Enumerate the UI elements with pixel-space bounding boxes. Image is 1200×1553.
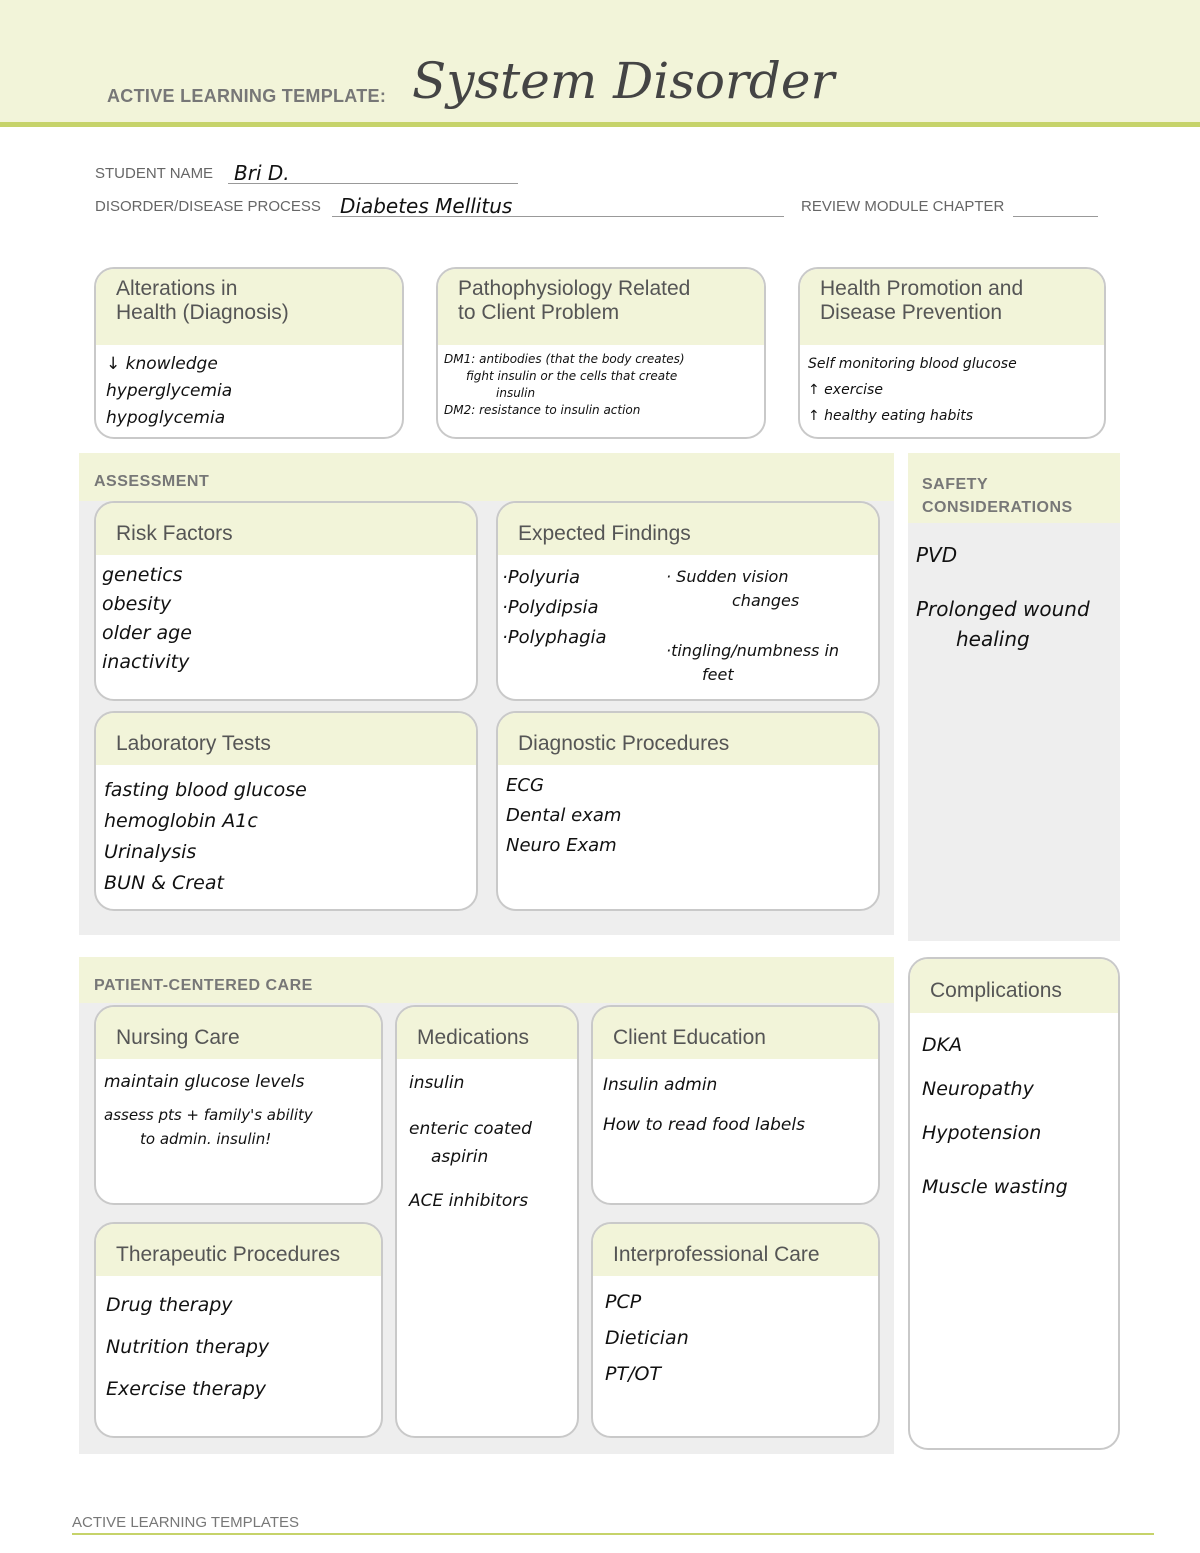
expected-findings-line: changes (732, 591, 800, 610)
pathophysiology-line: DM2: resistance to insulin action (444, 403, 641, 417)
diagnostic-procedures-line: ECG (506, 775, 544, 796)
complications-card (908, 957, 1120, 1450)
therapeutic-procedures-body (96, 1276, 381, 1416)
pathophysiology-card (436, 267, 766, 439)
safety-body (916, 540, 1090, 654)
diagnostic-procedures-body (498, 765, 878, 867)
pathophysiology-title-1: Pathophysiology Related (458, 277, 691, 300)
interprofessional-care-line: Dietician (605, 1327, 689, 1349)
complications-line: DKA (922, 1034, 963, 1056)
therapeutic-procedures-line: Nutrition therapy (106, 1336, 270, 1358)
health-promotion-line: ↑ exercise (808, 382, 883, 398)
client-education-card (591, 1005, 880, 1205)
disorder-field[interactable] (332, 196, 784, 217)
expected-findings-line: ·Polydipsia (502, 597, 599, 618)
safety-title (922, 473, 1073, 519)
footer-label: ACTIVE LEARNING TEMPLATES (72, 1514, 299, 1531)
risk-factors-line: genetics (102, 564, 183, 586)
pathophysiology-header (438, 269, 764, 345)
therapeutic-procedures-card (94, 1222, 383, 1438)
therapeutic-procedures-line: Drug therapy (106, 1294, 233, 1316)
patient-care-title: PATIENT-CENTERED CARE (94, 977, 313, 994)
safety-title-1: SAFETY (922, 476, 989, 493)
nursing-care-body (96, 1059, 381, 1157)
complications-line: Hypotension (922, 1122, 1042, 1144)
expected-findings-line: feet (702, 665, 734, 684)
alterations-card (94, 267, 404, 439)
lab-tests-line: Urinalysis (104, 841, 197, 863)
health-promotion-header (800, 269, 1104, 345)
risk-factors-line: obesity (102, 593, 172, 615)
disorder-label: DISORDER/DISEASE PROCESS (95, 198, 321, 215)
alterations-header (96, 269, 402, 345)
therapeutic-procedures-header: Therapeutic Procedures (96, 1224, 381, 1276)
expected-findings-right (666, 565, 839, 687)
client-education-line: How to read food labels (603, 1115, 805, 1135)
review-module-field[interactable] (1013, 196, 1098, 217)
alterations-line: hyperglycemia (106, 381, 233, 401)
medications-line: insulin (409, 1073, 465, 1093)
medications-body (397, 1059, 577, 1221)
risk-factors-line: older age (102, 622, 192, 644)
expected-findings-line: ·Polyphagia (502, 627, 607, 648)
diagnostic-procedures-card (496, 711, 880, 911)
safety-line: PVD (916, 543, 958, 567)
expected-findings-line: ·Polyuria (502, 567, 581, 588)
lab-tests-card (94, 711, 478, 911)
medications-line: aspirin (431, 1147, 489, 1167)
alterations-line: ↓ knowledge (106, 354, 218, 374)
safety-line: healing (956, 627, 1030, 651)
health-promotion-line: Self monitoring blood glucose (808, 356, 1017, 372)
expected-findings-line: · Sudden vision (666, 567, 789, 586)
medications-line: ACE inhibitors (409, 1191, 529, 1211)
footer-rule (72, 1533, 1154, 1535)
diagnostic-procedures-line: Dental exam (506, 805, 622, 826)
risk-factors-body (96, 555, 476, 683)
nursing-care-card (94, 1005, 383, 1205)
interprofessional-care-line: PT/OT (605, 1363, 662, 1385)
student-name-field[interactable] (228, 163, 518, 184)
pathophysiology-line: fight insulin or the cells that create (466, 369, 678, 383)
nursing-care-line: assess pts + family's ability (104, 1106, 313, 1124)
interprofessional-care-body (593, 1276, 878, 1398)
complications-line: Muscle wasting (922, 1176, 1068, 1198)
diagnostic-procedures-header: Diagnostic Procedures (498, 713, 878, 765)
safety-title-2: CONSIDERATIONS (922, 499, 1073, 516)
lab-tests-line: BUN & Creat (104, 872, 224, 894)
complications-header: Complications (910, 959, 1118, 1013)
alterations-line: hypoglycemia (106, 408, 226, 428)
lab-tests-line: fasting blood glucose (104, 779, 307, 801)
lab-tests-line: hemoglobin A1c (104, 810, 258, 832)
medications-header: Medications (397, 1007, 577, 1059)
header-rule (0, 122, 1200, 127)
health-promotion-line: ↑ healthy eating habits (808, 408, 974, 424)
lab-tests-body (96, 765, 476, 905)
medications-card (395, 1005, 579, 1438)
alterations-title-2: Health (Diagnosis) (116, 301, 289, 324)
pathophysiology-line: DM1: antibodies (that the body creates) (444, 352, 685, 366)
expected-findings-card (496, 501, 880, 701)
nursing-care-header: Nursing Care (96, 1007, 381, 1059)
safety-panel (908, 453, 1120, 941)
health-promotion-card (798, 267, 1106, 439)
medications-line: enteric coated (409, 1119, 532, 1139)
health-promotion-title-2: Disease Prevention (820, 301, 1003, 324)
health-promotion-body (800, 345, 1104, 435)
client-education-body (593, 1059, 878, 1151)
safety-line: Prolonged wound (916, 597, 1090, 621)
complications-body (910, 1013, 1118, 1215)
risk-factors-card (94, 501, 478, 701)
nursing-care-line: maintain glucose levels (104, 1072, 305, 1092)
nursing-care-line: to admin. insulin! (140, 1130, 272, 1148)
alterations-title-1: Alterations in (116, 277, 238, 300)
interprofessional-care-card (591, 1222, 880, 1438)
diagnostic-procedures-line: Neuro Exam (506, 835, 617, 856)
pathophysiology-body (438, 345, 764, 425)
expected-findings-header: Expected Findings (498, 503, 878, 555)
therapeutic-procedures-line: Exercise therapy (106, 1378, 267, 1400)
health-promotion-title-1: Health Promotion and (820, 277, 1024, 300)
expected-findings-left (502, 563, 607, 653)
lab-tests-header: Laboratory Tests (96, 713, 476, 765)
student-name-value: Bri D. (234, 161, 290, 185)
interprofessional-care-header: Interprofessional Care (593, 1224, 878, 1276)
template-title: System Disorder (412, 52, 835, 110)
expected-findings-line: ·tingling/numbness in (666, 641, 840, 660)
interprofessional-care-line: PCP (605, 1291, 642, 1313)
risk-factors-header: Risk Factors (96, 503, 476, 555)
review-module-label: REVIEW MODULE CHAPTER (801, 198, 1005, 215)
pathophysiology-title-2: to Client Problem (458, 301, 620, 324)
complications-line: Neuropathy (922, 1078, 1034, 1100)
template-label: ACTIVE LEARNING TEMPLATE: (107, 86, 387, 106)
client-education-line: Insulin admin (603, 1075, 718, 1095)
student-name-label: STUDENT NAME (95, 165, 214, 182)
pathophysiology-line: insulin (496, 386, 536, 400)
client-education-header: Client Education (593, 1007, 878, 1059)
risk-factors-line: inactivity (102, 651, 190, 673)
assessment-title: ASSESSMENT (94, 473, 210, 490)
alterations-body (96, 345, 402, 438)
disorder-value: Diabetes Mellitus (340, 194, 513, 218)
